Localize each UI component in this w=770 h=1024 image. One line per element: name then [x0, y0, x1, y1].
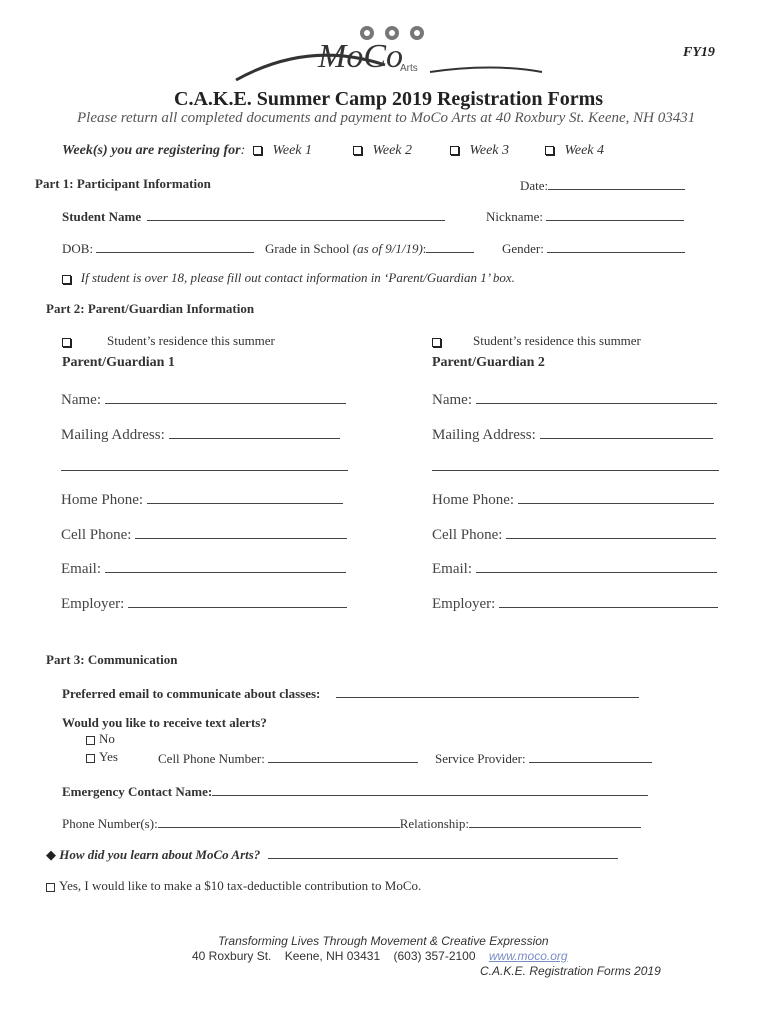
week-4-label: Week 4: [564, 143, 605, 158]
pg2-mailing-label: Mailing Address:: [432, 427, 536, 443]
pg1-residence-label: Student’s residence this summer: [107, 333, 275, 348]
dob-field[interactable]: [62, 239, 254, 257]
week-1-checkbox[interactable]: [253, 146, 262, 155]
grade-label: Grade in School: [265, 241, 350, 256]
grade-field[interactable]: Grade in School (as of 9/1/19):: [265, 239, 474, 257]
relationship-label: Relationship:: [399, 816, 470, 831]
pg2-title: Parent/Guardian 2: [432, 355, 545, 370]
pg2-mailing-line2[interactable]: [432, 460, 719, 471]
page-subtitle: Please return all completed documents and payment to MoCo Arts at 40 Roxbury St. Keene, NH 03431: [77, 110, 696, 126]
footer-website-link[interactable]: www.moco.org: [488, 949, 568, 963]
pg2-residence-checkbox[interactable]: [432, 338, 441, 347]
pg2-name-field[interactable]: [432, 390, 717, 409]
pg1-name-label: Name:: [61, 392, 101, 408]
preferred-email-field[interactable]: [62, 684, 639, 702]
week-2-option[interactable]: [353, 143, 412, 159]
week-2-label: Week 2: [372, 143, 413, 158]
gender-label: Gender:: [502, 241, 544, 256]
pg1-home-phone-field[interactable]: [61, 490, 343, 509]
text-alerts-no-checkbox[interactable]: [86, 736, 95, 745]
cell-number-field[interactable]: [158, 749, 418, 767]
pg1-cell-phone-field[interactable]: [61, 525, 347, 544]
text-alerts-yes-checkbox[interactable]: [86, 754, 95, 763]
contribution-option[interactable]: [46, 878, 421, 894]
service-provider-field[interactable]: [435, 749, 652, 767]
fiscal-year: FY19: [683, 45, 715, 60]
pg1-mailing-line2[interactable]: [61, 460, 348, 471]
over18-option[interactable]: [62, 270, 515, 286]
pg1-mailing-label: Mailing Address:: [61, 427, 165, 443]
over18-checkbox[interactable]: [62, 275, 71, 284]
footer-city: Keene, NH 03431: [284, 949, 381, 963]
footer-address: [192, 949, 568, 963]
grade-note: (as of 9/1/19): [352, 241, 423, 256]
date-label: Date:: [520, 178, 549, 193]
week-3-option[interactable]: [450, 143, 509, 159]
learn-label: How did you learn about MoCo Arts?: [59, 847, 261, 862]
over18-note: If student is over 18, please fill out contact information in ‘Parent/Guardian 1’ box.: [80, 270, 515, 285]
logo-text: MoCo: [318, 38, 403, 75]
pg2-residence-label: Student’s residence this summer: [473, 333, 641, 348]
dob-label: DOB:: [62, 241, 94, 256]
text-alerts-no-label: No: [99, 731, 115, 746]
pg2-home-phone-field[interactable]: [432, 490, 714, 509]
cell-number-label: Cell Phone Number:: [158, 751, 265, 766]
pg2-mailing-field[interactable]: [432, 425, 713, 444]
learn-field[interactable]: [46, 845, 618, 863]
gender-field[interactable]: [502, 239, 685, 257]
pg2-cell-phone-field[interactable]: [432, 525, 716, 544]
week-3-checkbox[interactable]: [450, 146, 459, 155]
service-provider-label: Service Provider:: [435, 751, 526, 766]
nickname-field[interactable]: [486, 207, 684, 225]
pg2-employer-field[interactable]: [432, 594, 718, 613]
weeks-label: Week(s) you are registering for: [62, 143, 241, 158]
pg2-email-label: Email:: [432, 561, 472, 577]
week-1-option[interactable]: [253, 143, 312, 159]
text-alerts-yes-option[interactable]: [86, 749, 118, 765]
nickname-label: Nickname:: [486, 209, 544, 224]
text-alerts-no-option[interactable]: [86, 731, 115, 747]
diamond-bullet-icon: ◆: [46, 847, 56, 862]
pg2-name-label: Name:: [432, 392, 472, 408]
pg2-employer-label: Employer:: [432, 596, 496, 612]
pg1-name-field[interactable]: [61, 390, 346, 409]
pg1-email-field[interactable]: [61, 559, 346, 578]
weeks-row: Week(s) you are registering for:: [62, 143, 246, 158]
pg1-email-label: Email:: [61, 561, 101, 577]
pg2-email-field[interactable]: [432, 559, 717, 578]
footer-street: 40 Roxbury St.: [192, 949, 272, 963]
pg2-home-phone-label: Home Phone:: [432, 492, 515, 508]
footer-phone: (603) 357-2100: [393, 949, 476, 963]
pg1-title: Parent/Guardian 1: [62, 355, 175, 370]
contribution-checkbox[interactable]: [46, 883, 55, 892]
text-alerts-yes-label: Yes: [99, 749, 118, 764]
pg1-cell-phone-label: Cell Phone:: [61, 527, 132, 543]
preferred-email-label: Preferred email to communicate about classes:: [62, 686, 321, 701]
emergency-contact-field[interactable]: [62, 782, 648, 800]
phone-numbers-field[interactable]: [62, 814, 641, 832]
footer-form-name: C.A.K.E. Registration Forms 2019: [480, 964, 661, 978]
week-4-option[interactable]: [545, 143, 604, 159]
emergency-contact-label: Emergency Contact Name:: [62, 784, 213, 799]
pg2-cell-phone-label: Cell Phone:: [432, 527, 503, 543]
pg1-residence-checkbox[interactable]: [62, 338, 71, 347]
pg1-residence-option[interactable]: [62, 333, 275, 349]
footer-tagline: Transforming Lives Through Movement & Creative Expression: [218, 934, 549, 948]
week-3-label: Week 3: [469, 143, 510, 158]
page-title: C.A.K.E. Summer Camp 2019 Registration Forms: [174, 88, 604, 110]
date-field[interactable]: [520, 176, 685, 194]
part3-heading: Part 3: Communication: [46, 652, 178, 667]
student-name-label: Student Name: [62, 209, 142, 224]
text-alerts-question: Would you like to receive text alerts?: [62, 715, 267, 730]
contribution-label: Yes, I would like to make a $10 tax-deductible contribution to MoCo.: [59, 878, 422, 893]
pg1-mailing-field[interactable]: [61, 425, 340, 444]
part2-heading: Part 2: Parent/Guardian Information: [46, 301, 255, 316]
logo-subtext: Arts: [400, 63, 418, 74]
phone-numbers-label: Phone Number(s):: [62, 816, 158, 831]
week-4-checkbox[interactable]: [545, 146, 554, 155]
part1-heading: Part 1: Participant Information: [35, 176, 211, 191]
pg1-home-phone-label: Home Phone:: [61, 492, 144, 508]
week-1-label: Week 1: [272, 143, 313, 158]
pg2-residence-option[interactable]: [432, 333, 641, 349]
pg1-employer-field[interactable]: [61, 594, 347, 613]
pg1-employer-label: Employer:: [61, 596, 125, 612]
student-name-field[interactable]: [62, 207, 445, 225]
week-2-checkbox[interactable]: [353, 146, 362, 155]
